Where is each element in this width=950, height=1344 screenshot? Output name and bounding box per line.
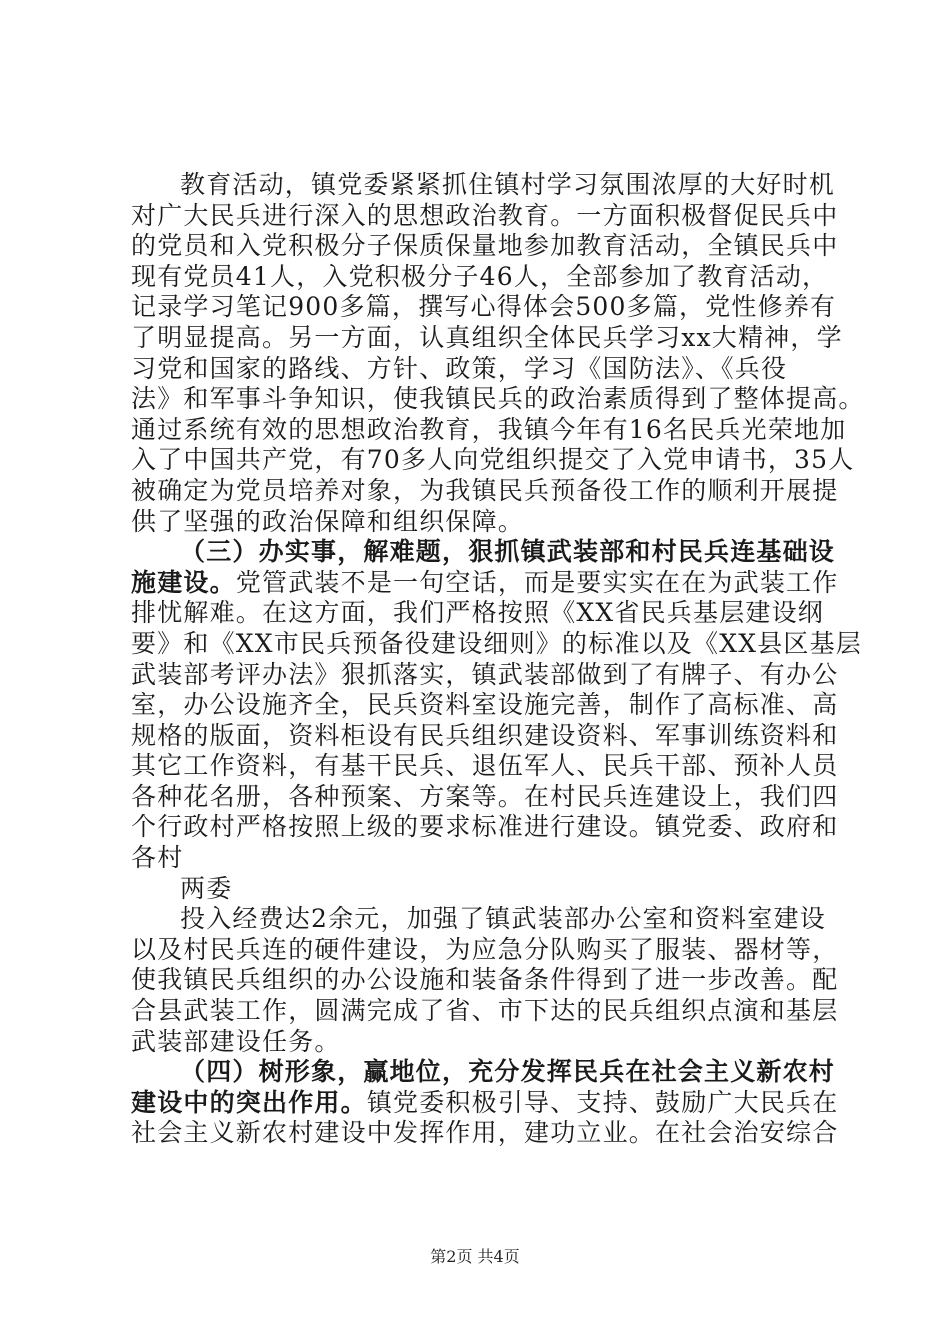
text-line: 法》和军事斗争知识，使我镇民兵的政治素质得到了整体提高。	[131, 384, 865, 414]
text-line: 习党和国家的路线、方针、政策，学习《国防法》、《兵役	[131, 353, 788, 383]
section-heading-4-end: 建设中的突出作用。	[131, 1087, 367, 1117]
text-line: 要》和《XX市民兵预备役建设细则》的标准以及《XX县区基层	[131, 628, 862, 658]
text-line-mixed	[131, 1087, 839, 1119]
text-line: 武装部建设任务。	[131, 1026, 341, 1056]
section-heading-4: （四）树形象，赢地位，充分发挥民兵在社会主义新农村	[180, 1057, 836, 1087]
text-span: 党管武装不是一句空话，而是要实实在在为武装工作	[235, 567, 839, 597]
text-line: 对广大民兵进行深入的思想政治教育。一方面积极督促民兵中	[131, 200, 839, 230]
section-heading-3-end: 施建设。	[131, 567, 236, 597]
text-line: 供了坚强的政治保障和组织保障。	[131, 506, 525, 536]
text-line: 其它工作资料，有基干民兵、退伍军人、民兵干部、预补人员	[131, 751, 839, 781]
section-heading-3: （三）办实事，解难题，狠抓镇武装部和村民兵连基础设	[180, 537, 836, 567]
text-line: 社会主义新农村建设中发挥作用，建功立业。在社会治安综合	[131, 1118, 839, 1148]
text-line: 各村	[131, 843, 184, 873]
text-line: 武装部考评办法》狠抓落实，镇武装部做到了有牌子、有办公	[131, 659, 839, 689]
text-line: 合县武装工作，圆满完成了省、市下达的民兵组织点演和基层	[131, 996, 839, 1026]
text-line: 投入经费达2余元，加强了镇武装部办公室和资料室建设	[180, 904, 826, 934]
text-line: 排忧解难。在这方面，我们严格按照《XX省民兵基层建设纲	[131, 598, 824, 628]
page-footer: 第2页 共4页	[430, 1247, 520, 1266]
text-line: 的党员和入党积极分子保质保量地参加教育活动，全镇民兵中	[131, 231, 839, 261]
text-line: 教育活动，镇党委紧紧抓住镇村学习氛围浓厚的大好时机	[180, 170, 836, 199]
text-line-mixed	[131, 567, 839, 599]
text-line: 通过系统有效的思想政治教育，我镇今年有16名民兵光荣地加	[131, 414, 847, 444]
text-line: 室，办公设施齐全，民兵资料室设施完善，制作了高标准、高	[131, 690, 839, 720]
text-line: 了明显提高。另一方面，认真组织全体民兵学习xx大精神，学	[131, 322, 843, 352]
text-line: 使我镇民兵组织的办公设施和装备条件得到了进一步改善。配	[131, 965, 839, 995]
text-line: 两委	[180, 873, 233, 903]
text-line: 入了中国共产党，有70多人向党组织提交了入党申请书，35人	[131, 445, 855, 475]
text-line: 规格的版面，资料柜设有民兵组织建设资料、军事训练资料和	[131, 720, 839, 750]
text-line: 现有党员41人，入党积极分子46人，全部参加了教育活动，	[131, 261, 829, 291]
text-span: 镇党委积极引导、支持、鼓励广大民兵在	[366, 1087, 839, 1117]
text-line: 以及村民兵连的硬件建设，为应急分队购买了服装、器材等，	[131, 934, 839, 964]
text-line: 各种花名册，各种预案、方案等。在村民兵连建设上，我们四	[131, 781, 839, 811]
text-line: 记录学习笔记900多篇，撰写心得体会500多篇，党性修养有	[131, 292, 837, 322]
text-line: 被确定为党员培养对象，为我镇民兵预备役工作的顺利开展提	[131, 475, 839, 505]
text-line: 个行政村严格按照上级的要求标准进行建设。镇党委、政府和	[131, 812, 839, 842]
document-body	[131, 170, 865, 1149]
